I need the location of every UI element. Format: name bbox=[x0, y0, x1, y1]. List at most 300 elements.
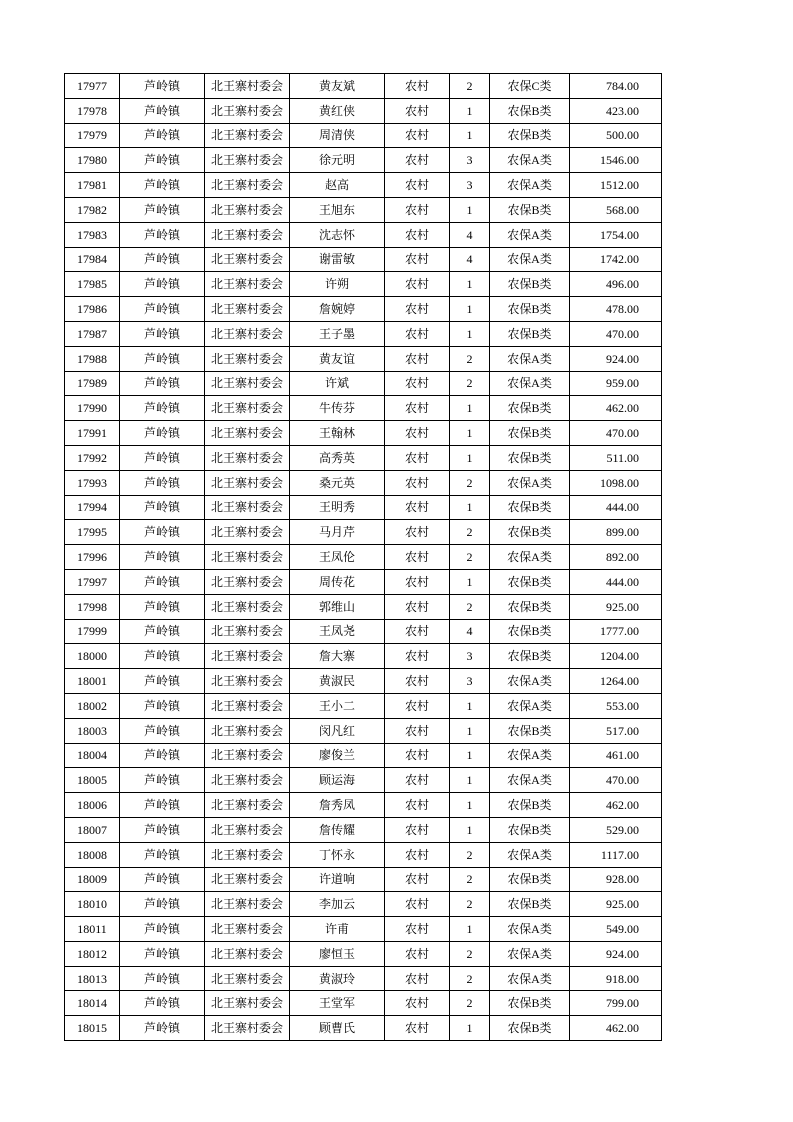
table-row bbox=[65, 123, 662, 148]
cell-person-count: 2 bbox=[450, 941, 490, 966]
table-row bbox=[65, 297, 662, 322]
table-row bbox=[65, 718, 662, 743]
cell-serial-number: 18012 bbox=[65, 941, 120, 966]
cell-person-count: 1 bbox=[450, 817, 490, 842]
table-row bbox=[65, 247, 662, 272]
cell-village-committee: 北王寨村委会 bbox=[205, 297, 290, 322]
cell-serial-number: 18009 bbox=[65, 867, 120, 892]
cell-amount: 444.00 bbox=[570, 569, 662, 594]
cell-village-committee: 北王寨村委会 bbox=[205, 396, 290, 421]
cell-serial-number: 17977 bbox=[65, 74, 120, 99]
cell-serial-number: 17981 bbox=[65, 173, 120, 198]
cell-person-count: 1 bbox=[450, 743, 490, 768]
cell-amount: 553.00 bbox=[570, 693, 662, 718]
cell-person-name: 王凤尧 bbox=[290, 619, 385, 644]
table-row bbox=[65, 594, 662, 619]
table-row bbox=[65, 991, 662, 1016]
cell-residence-type: 农村 bbox=[385, 1016, 450, 1041]
cell-insurance-category: 农保B类 bbox=[490, 297, 570, 322]
cell-insurance-category: 农保B类 bbox=[490, 396, 570, 421]
table-row bbox=[65, 148, 662, 173]
cell-serial-number: 18006 bbox=[65, 793, 120, 818]
cell-person-count: 4 bbox=[450, 247, 490, 272]
cell-amount: 784.00 bbox=[570, 74, 662, 99]
cell-town: 芦岭镇 bbox=[120, 371, 205, 396]
cell-person-name: 廖俊兰 bbox=[290, 743, 385, 768]
cell-insurance-category: 农保A类 bbox=[490, 470, 570, 495]
cell-insurance-category: 农保B类 bbox=[490, 495, 570, 520]
cell-town: 芦岭镇 bbox=[120, 74, 205, 99]
cell-amount: 1777.00 bbox=[570, 619, 662, 644]
cell-residence-type: 农村 bbox=[385, 768, 450, 793]
cell-amount: 1264.00 bbox=[570, 669, 662, 694]
cell-insurance-category: 农保A类 bbox=[490, 545, 570, 570]
table-row bbox=[65, 917, 662, 942]
cell-person-name: 黄红侠 bbox=[290, 98, 385, 123]
table-body bbox=[65, 74, 662, 1041]
cell-serial-number: 18014 bbox=[65, 991, 120, 1016]
cell-person-count: 1 bbox=[450, 321, 490, 346]
cell-residence-type: 农村 bbox=[385, 917, 450, 942]
cell-residence-type: 农村 bbox=[385, 247, 450, 272]
cell-person-count: 2 bbox=[450, 867, 490, 892]
cell-insurance-category: 农保A类 bbox=[490, 222, 570, 247]
cell-insurance-category: 农保A类 bbox=[490, 346, 570, 371]
cell-person-count: 2 bbox=[450, 346, 490, 371]
cell-insurance-category: 农保A类 bbox=[490, 768, 570, 793]
cell-person-name: 詹传耀 bbox=[290, 817, 385, 842]
cell-village-committee: 北王寨村委会 bbox=[205, 421, 290, 446]
cell-village-committee: 北王寨村委会 bbox=[205, 941, 290, 966]
cell-residence-type: 农村 bbox=[385, 123, 450, 148]
table-row bbox=[65, 793, 662, 818]
cell-person-count: 1 bbox=[450, 917, 490, 942]
cell-residence-type: 农村 bbox=[385, 966, 450, 991]
cell-town: 芦岭镇 bbox=[120, 619, 205, 644]
cell-person-name: 王子墨 bbox=[290, 321, 385, 346]
cell-amount: 462.00 bbox=[570, 396, 662, 421]
cell-village-committee: 北王寨村委会 bbox=[205, 768, 290, 793]
table-row bbox=[65, 867, 662, 892]
cell-person-name: 顾曹氏 bbox=[290, 1016, 385, 1041]
cell-person-count: 1 bbox=[450, 421, 490, 446]
cell-residence-type: 农村 bbox=[385, 445, 450, 470]
cell-residence-type: 农村 bbox=[385, 619, 450, 644]
cell-person-name: 王凤伦 bbox=[290, 545, 385, 570]
cell-serial-number: 17982 bbox=[65, 197, 120, 222]
cell-residence-type: 农村 bbox=[385, 148, 450, 173]
table-row bbox=[65, 842, 662, 867]
cell-amount: 1117.00 bbox=[570, 842, 662, 867]
cell-person-name: 郭维山 bbox=[290, 594, 385, 619]
table-row bbox=[65, 371, 662, 396]
cell-serial-number: 17990 bbox=[65, 396, 120, 421]
cell-insurance-category: 农保A类 bbox=[490, 148, 570, 173]
table-row bbox=[65, 669, 662, 694]
cell-village-committee: 北王寨村委会 bbox=[205, 445, 290, 470]
cell-town: 芦岭镇 bbox=[120, 421, 205, 446]
cell-town: 芦岭镇 bbox=[120, 693, 205, 718]
cell-person-name: 许斌 bbox=[290, 371, 385, 396]
cell-serial-number: 17994 bbox=[65, 495, 120, 520]
cell-person-count: 1 bbox=[450, 123, 490, 148]
cell-residence-type: 农村 bbox=[385, 346, 450, 371]
cell-person-name: 王堂军 bbox=[290, 991, 385, 1016]
cell-amount: 517.00 bbox=[570, 718, 662, 743]
cell-village-committee: 北王寨村委会 bbox=[205, 197, 290, 222]
cell-town: 芦岭镇 bbox=[120, 98, 205, 123]
cell-insurance-category: 农保B类 bbox=[490, 644, 570, 669]
cell-village-committee: 北王寨村委会 bbox=[205, 793, 290, 818]
cell-insurance-category: 农保B类 bbox=[490, 569, 570, 594]
cell-serial-number: 18010 bbox=[65, 892, 120, 917]
cell-town: 芦岭镇 bbox=[120, 817, 205, 842]
cell-amount: 470.00 bbox=[570, 768, 662, 793]
cell-serial-number: 18011 bbox=[65, 917, 120, 942]
cell-amount: 928.00 bbox=[570, 867, 662, 892]
cell-person-count: 1 bbox=[450, 793, 490, 818]
table-row bbox=[65, 98, 662, 123]
cell-serial-number: 18000 bbox=[65, 644, 120, 669]
cell-person-name: 顾运海 bbox=[290, 768, 385, 793]
cell-person-count: 4 bbox=[450, 222, 490, 247]
cell-person-count: 2 bbox=[450, 892, 490, 917]
cell-serial-number: 18003 bbox=[65, 718, 120, 743]
table-row bbox=[65, 520, 662, 545]
cell-amount: 500.00 bbox=[570, 123, 662, 148]
cell-serial-number: 17983 bbox=[65, 222, 120, 247]
cell-amount: 462.00 bbox=[570, 793, 662, 818]
cell-residence-type: 农村 bbox=[385, 718, 450, 743]
cell-person-name: 周清侠 bbox=[290, 123, 385, 148]
cell-town: 芦岭镇 bbox=[120, 669, 205, 694]
cell-town: 芦岭镇 bbox=[120, 495, 205, 520]
cell-amount: 1742.00 bbox=[570, 247, 662, 272]
cell-residence-type: 农村 bbox=[385, 693, 450, 718]
cell-insurance-category: 农保A类 bbox=[490, 371, 570, 396]
cell-person-name: 黄友谊 bbox=[290, 346, 385, 371]
cell-town: 芦岭镇 bbox=[120, 991, 205, 1016]
cell-person-count: 1 bbox=[450, 1016, 490, 1041]
cell-insurance-category: 农保B类 bbox=[490, 98, 570, 123]
cell-serial-number: 17999 bbox=[65, 619, 120, 644]
table-row bbox=[65, 74, 662, 99]
cell-person-name: 赵高 bbox=[290, 173, 385, 198]
cell-insurance-category: 农保C类 bbox=[490, 74, 570, 99]
table-row bbox=[65, 545, 662, 570]
cell-amount: 925.00 bbox=[570, 892, 662, 917]
cell-residence-type: 农村 bbox=[385, 669, 450, 694]
cell-village-committee: 北王寨村委会 bbox=[205, 594, 290, 619]
cell-person-count: 2 bbox=[450, 966, 490, 991]
cell-serial-number: 17979 bbox=[65, 123, 120, 148]
cell-town: 芦岭镇 bbox=[120, 445, 205, 470]
cell-person-count: 3 bbox=[450, 669, 490, 694]
cell-village-committee: 北王寨村委会 bbox=[205, 173, 290, 198]
cell-residence-type: 农村 bbox=[385, 396, 450, 421]
cell-residence-type: 农村 bbox=[385, 222, 450, 247]
cell-village-committee: 北王寨村委会 bbox=[205, 247, 290, 272]
cell-serial-number: 17985 bbox=[65, 272, 120, 297]
cell-town: 芦岭镇 bbox=[120, 321, 205, 346]
table-row bbox=[65, 173, 662, 198]
cell-person-count: 3 bbox=[450, 644, 490, 669]
cell-insurance-category: 农保B类 bbox=[490, 991, 570, 1016]
cell-serial-number: 17992 bbox=[65, 445, 120, 470]
table-row bbox=[65, 569, 662, 594]
cell-person-name: 许道响 bbox=[290, 867, 385, 892]
cell-amount: 1754.00 bbox=[570, 222, 662, 247]
cell-person-count: 3 bbox=[450, 148, 490, 173]
cell-amount: 1512.00 bbox=[570, 173, 662, 198]
cell-serial-number: 17988 bbox=[65, 346, 120, 371]
cell-person-name: 谢雷敏 bbox=[290, 247, 385, 272]
cell-town: 芦岭镇 bbox=[120, 520, 205, 545]
cell-amount: 959.00 bbox=[570, 371, 662, 396]
cell-serial-number: 18001 bbox=[65, 669, 120, 694]
cell-residence-type: 农村 bbox=[385, 520, 450, 545]
cell-village-committee: 北王寨村委会 bbox=[205, 74, 290, 99]
table-row bbox=[65, 470, 662, 495]
cell-village-committee: 北王寨村委会 bbox=[205, 867, 290, 892]
cell-insurance-category: 农保A类 bbox=[490, 669, 570, 694]
cell-village-committee: 北王寨村委会 bbox=[205, 123, 290, 148]
cell-serial-number: 17998 bbox=[65, 594, 120, 619]
cell-residence-type: 农村 bbox=[385, 495, 450, 520]
cell-person-name: 王翰林 bbox=[290, 421, 385, 446]
cell-amount: 1546.00 bbox=[570, 148, 662, 173]
cell-residence-type: 农村 bbox=[385, 941, 450, 966]
cell-insurance-category: 农保A类 bbox=[490, 173, 570, 198]
cell-serial-number: 17987 bbox=[65, 321, 120, 346]
cell-town: 芦岭镇 bbox=[120, 941, 205, 966]
cell-serial-number: 17997 bbox=[65, 569, 120, 594]
cell-town: 芦岭镇 bbox=[120, 644, 205, 669]
cell-insurance-category: 农保B类 bbox=[490, 867, 570, 892]
cell-amount: 924.00 bbox=[570, 346, 662, 371]
cell-person-count: 2 bbox=[450, 842, 490, 867]
cell-town: 芦岭镇 bbox=[120, 569, 205, 594]
table-row bbox=[65, 495, 662, 520]
cell-amount: 1204.00 bbox=[570, 644, 662, 669]
cell-insurance-category: 农保A类 bbox=[490, 743, 570, 768]
table-row bbox=[65, 644, 662, 669]
cell-insurance-category: 农保B类 bbox=[490, 619, 570, 644]
cell-village-committee: 北王寨村委会 bbox=[205, 321, 290, 346]
cell-person-count: 2 bbox=[450, 520, 490, 545]
table-row bbox=[65, 941, 662, 966]
cell-amount: 423.00 bbox=[570, 98, 662, 123]
table-row bbox=[65, 743, 662, 768]
cell-person-name: 丁怀永 bbox=[290, 842, 385, 867]
cell-town: 芦岭镇 bbox=[120, 396, 205, 421]
cell-amount: 478.00 bbox=[570, 297, 662, 322]
cell-serial-number: 18015 bbox=[65, 1016, 120, 1041]
cell-person-name: 徐元明 bbox=[290, 148, 385, 173]
cell-amount: 511.00 bbox=[570, 445, 662, 470]
cell-serial-number: 18007 bbox=[65, 817, 120, 842]
cell-person-name: 周传花 bbox=[290, 569, 385, 594]
cell-amount: 444.00 bbox=[570, 495, 662, 520]
cell-residence-type: 农村 bbox=[385, 644, 450, 669]
cell-village-committee: 北王寨村委会 bbox=[205, 272, 290, 297]
cell-serial-number: 18005 bbox=[65, 768, 120, 793]
cell-town: 芦岭镇 bbox=[120, 768, 205, 793]
cell-serial-number: 18008 bbox=[65, 842, 120, 867]
cell-person-name: 牛传芬 bbox=[290, 396, 385, 421]
cell-residence-type: 农村 bbox=[385, 272, 450, 297]
cell-residence-type: 农村 bbox=[385, 867, 450, 892]
cell-town: 芦岭镇 bbox=[120, 545, 205, 570]
cell-person-name: 詹秀凤 bbox=[290, 793, 385, 818]
cell-insurance-category: 农保B类 bbox=[490, 892, 570, 917]
cell-village-committee: 北王寨村委会 bbox=[205, 371, 290, 396]
cell-serial-number: 18004 bbox=[65, 743, 120, 768]
cell-town: 芦岭镇 bbox=[120, 222, 205, 247]
cell-insurance-category: 农保A类 bbox=[490, 842, 570, 867]
cell-person-count: 2 bbox=[450, 545, 490, 570]
cell-town: 芦岭镇 bbox=[120, 594, 205, 619]
table-row bbox=[65, 272, 662, 297]
cell-village-committee: 北王寨村委会 bbox=[205, 917, 290, 942]
cell-person-count: 1 bbox=[450, 569, 490, 594]
cell-person-name: 闵凡红 bbox=[290, 718, 385, 743]
cell-residence-type: 农村 bbox=[385, 842, 450, 867]
cell-amount: 461.00 bbox=[570, 743, 662, 768]
cell-amount: 496.00 bbox=[570, 272, 662, 297]
cell-person-count: 1 bbox=[450, 495, 490, 520]
cell-village-committee: 北王寨村委会 bbox=[205, 892, 290, 917]
table-row bbox=[65, 1016, 662, 1041]
cell-town: 芦岭镇 bbox=[120, 173, 205, 198]
table-row bbox=[65, 966, 662, 991]
cell-person-count: 2 bbox=[450, 74, 490, 99]
cell-town: 芦岭镇 bbox=[120, 470, 205, 495]
cell-village-committee: 北王寨村委会 bbox=[205, 222, 290, 247]
cell-person-count: 1 bbox=[450, 197, 490, 222]
cell-insurance-category: 农保B类 bbox=[490, 793, 570, 818]
cell-serial-number: 17989 bbox=[65, 371, 120, 396]
cell-town: 芦岭镇 bbox=[120, 148, 205, 173]
cell-town: 芦岭镇 bbox=[120, 917, 205, 942]
cell-amount: 799.00 bbox=[570, 991, 662, 1016]
cell-village-committee: 北王寨村委会 bbox=[205, 966, 290, 991]
cell-serial-number: 17978 bbox=[65, 98, 120, 123]
cell-person-count: 1 bbox=[450, 272, 490, 297]
cell-serial-number: 18002 bbox=[65, 693, 120, 718]
cell-town: 芦岭镇 bbox=[120, 793, 205, 818]
cell-insurance-category: 农保B类 bbox=[490, 817, 570, 842]
cell-village-committee: 北王寨村委会 bbox=[205, 1016, 290, 1041]
cell-insurance-category: 农保B类 bbox=[490, 445, 570, 470]
cell-person-name: 高秀英 bbox=[290, 445, 385, 470]
table-row bbox=[65, 768, 662, 793]
cell-village-committee: 北王寨村委会 bbox=[205, 669, 290, 694]
benefits-table bbox=[64, 73, 662, 1041]
cell-person-count: 1 bbox=[450, 445, 490, 470]
cell-person-count: 1 bbox=[450, 297, 490, 322]
cell-town: 芦岭镇 bbox=[120, 966, 205, 991]
cell-village-committee: 北王寨村委会 bbox=[205, 520, 290, 545]
cell-insurance-category: 农保A类 bbox=[490, 917, 570, 942]
cell-serial-number: 17984 bbox=[65, 247, 120, 272]
cell-residence-type: 农村 bbox=[385, 892, 450, 917]
cell-town: 芦岭镇 bbox=[120, 297, 205, 322]
cell-serial-number: 17980 bbox=[65, 148, 120, 173]
cell-village-committee: 北王寨村委会 bbox=[205, 495, 290, 520]
cell-insurance-category: 农保B类 bbox=[490, 421, 570, 446]
table-row bbox=[65, 619, 662, 644]
cell-insurance-category: 农保B类 bbox=[490, 321, 570, 346]
cell-village-committee: 北王寨村委会 bbox=[205, 991, 290, 1016]
cell-village-committee: 北王寨村委会 bbox=[205, 817, 290, 842]
table-row bbox=[65, 693, 662, 718]
cell-person-count: 2 bbox=[450, 991, 490, 1016]
cell-insurance-category: 农保A类 bbox=[490, 247, 570, 272]
cell-person-name: 王旭东 bbox=[290, 197, 385, 222]
cell-town: 芦岭镇 bbox=[120, 892, 205, 917]
cell-town: 芦岭镇 bbox=[120, 867, 205, 892]
table-row bbox=[65, 346, 662, 371]
cell-insurance-category: 农保B类 bbox=[490, 123, 570, 148]
cell-residence-type: 农村 bbox=[385, 297, 450, 322]
table-row bbox=[65, 817, 662, 842]
cell-residence-type: 农村 bbox=[385, 817, 450, 842]
cell-residence-type: 农村 bbox=[385, 74, 450, 99]
cell-person-name: 廖恒玉 bbox=[290, 941, 385, 966]
cell-village-committee: 北王寨村委会 bbox=[205, 346, 290, 371]
cell-person-count: 2 bbox=[450, 594, 490, 619]
cell-village-committee: 北王寨村委会 bbox=[205, 718, 290, 743]
cell-residence-type: 农村 bbox=[385, 421, 450, 446]
table-row bbox=[65, 396, 662, 421]
cell-person-name: 王小二 bbox=[290, 693, 385, 718]
cell-town: 芦岭镇 bbox=[120, 346, 205, 371]
cell-town: 芦岭镇 bbox=[120, 842, 205, 867]
cell-town: 芦岭镇 bbox=[120, 743, 205, 768]
cell-residence-type: 农村 bbox=[385, 321, 450, 346]
cell-person-count: 2 bbox=[450, 371, 490, 396]
table-row bbox=[65, 321, 662, 346]
cell-serial-number: 17996 bbox=[65, 545, 120, 570]
cell-village-committee: 北王寨村委会 bbox=[205, 470, 290, 495]
cell-amount: 925.00 bbox=[570, 594, 662, 619]
cell-person-name: 王明秀 bbox=[290, 495, 385, 520]
table-row bbox=[65, 222, 662, 247]
cell-amount: 462.00 bbox=[570, 1016, 662, 1041]
cell-serial-number: 17986 bbox=[65, 297, 120, 322]
cell-person-count: 1 bbox=[450, 718, 490, 743]
cell-insurance-category: 农保B类 bbox=[490, 1016, 570, 1041]
cell-town: 芦岭镇 bbox=[120, 1016, 205, 1041]
cell-village-committee: 北王寨村委会 bbox=[205, 693, 290, 718]
cell-amount: 568.00 bbox=[570, 197, 662, 222]
cell-amount: 529.00 bbox=[570, 817, 662, 842]
cell-amount: 470.00 bbox=[570, 421, 662, 446]
cell-town: 芦岭镇 bbox=[120, 197, 205, 222]
cell-village-committee: 北王寨村委会 bbox=[205, 98, 290, 123]
cell-residence-type: 农村 bbox=[385, 197, 450, 222]
cell-person-count: 1 bbox=[450, 396, 490, 421]
cell-village-committee: 北王寨村委会 bbox=[205, 569, 290, 594]
cell-person-name: 桑元英 bbox=[290, 470, 385, 495]
cell-serial-number: 17995 bbox=[65, 520, 120, 545]
cell-residence-type: 农村 bbox=[385, 545, 450, 570]
cell-person-name: 詹婉婷 bbox=[290, 297, 385, 322]
cell-town: 芦岭镇 bbox=[120, 718, 205, 743]
cell-insurance-category: 农保B类 bbox=[490, 594, 570, 619]
cell-insurance-category: 农保B类 bbox=[490, 718, 570, 743]
